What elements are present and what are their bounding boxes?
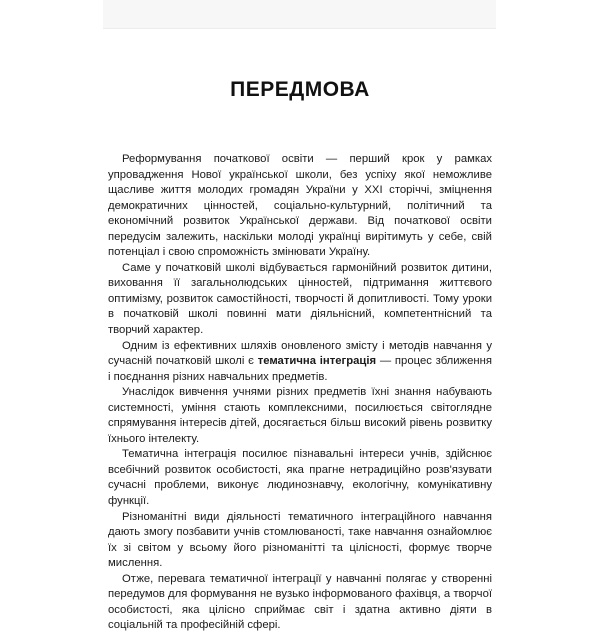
emphasis-thematic-integration: тематична інтеграція <box>257 355 377 368</box>
paragraph-3-tail: — процес зближення і поєднання різних навчальних предметів. <box>108 355 492 383</box>
paragraph-7: Отже, перевага тематичної інтеграції у навчанні полягає у створенні передумов для формування не вузько інформованого фахівця, а творчої особистості, яка цілісно сприймає світ і здатна активно діяти в соціальній та професійній сфері. <box>108 572 492 632</box>
page-header-band <box>103 0 496 29</box>
paragraph-3-lead: Одним із ефективних шляхів оновленого змісту і методів навчання у сучасній початковій школі є <box>108 339 492 368</box>
paragraph-6: Різноманітні види діяльності тематичного інтеграційного навчання дають змогу позбавити учнів стомлюваності, таке навчання ознайомлює їх зі світом у всьому його різноманітті та цілісності, формує творче мислення. <box>108 510 492 570</box>
page-title: ПЕРЕДМОВА <box>230 78 370 101</box>
preface-body <box>108 152 492 634</box>
paragraph-3 <box>108 339 492 386</box>
paragraph-5: Тематична інтеграція посилює пізнавальні інтереси учнів, здійснює всебічний розвиток особистості, яка прагне нетрадиційно розв'язувати сучасні проблеми, виконує людинознавчу, екологічну, комунікативну функції. <box>108 448 492 508</box>
paragraph-2: Саме у початковій школі відбувається гармонійний розвиток дитини, виховання її загальнолюдських цінностей, підтримання життєвого оптимізму, розвиток самостійності, творчості й допитливості. Тому уроки в початковій школі повинні мати діяльнісний, компетентнісний та творчий характер. <box>108 261 492 337</box>
paragraph-4: Унаслідок вивчення учнями різних предметів їхні знання набувають системності, уміння стають комплексними, посилюється світоглядне спрямування інтересів дітей, досягається більш високий рівень розвитку їхнього інтелекту. <box>108 386 492 445</box>
paragraph-1: Реформування початкової освіти — перший крок у рамках упровадження Нової української школи, без успіху якої неможливе щасливе життя молодих громадян України у ХХІ сторіччі, зміцнення демократичних цінностей, соціально-культурний, політичний та економічний розвиток Української держави. Від початкової освіти передусім залежить, наскільки молоді українці вирітимуть у себе, свій потенціал і свою спроможність змінювати Україну. <box>108 153 492 259</box>
